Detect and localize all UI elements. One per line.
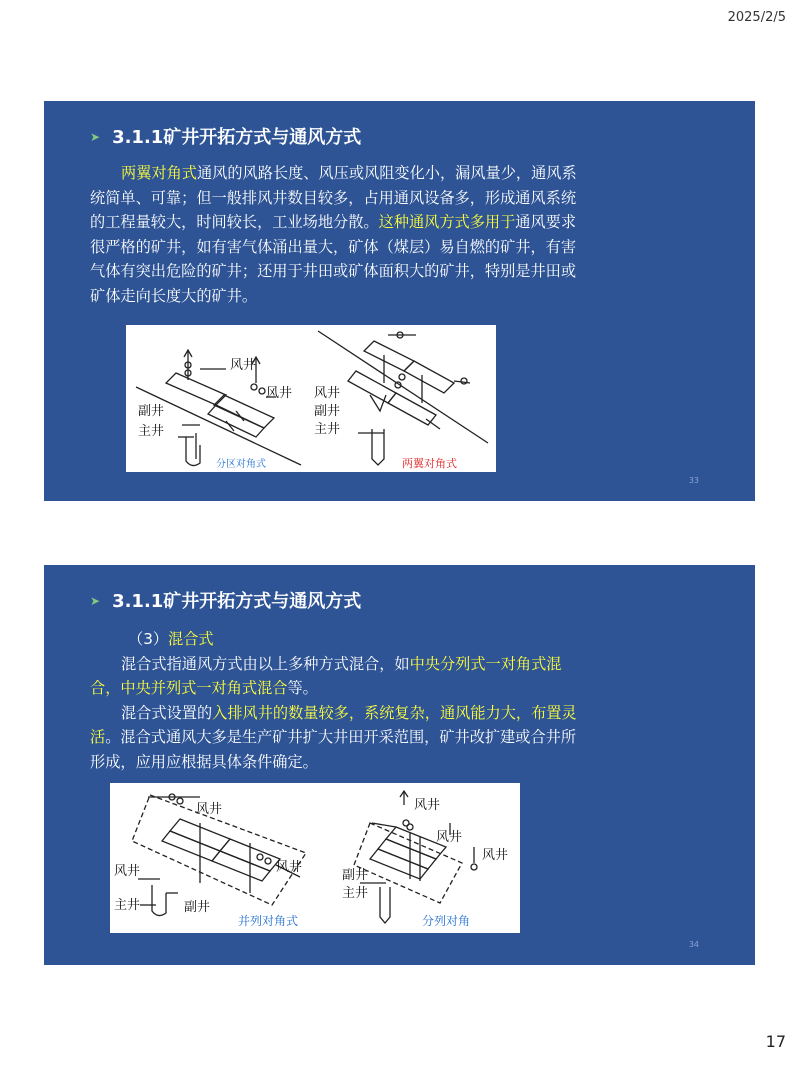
ventilation-diagram-figure bbox=[126, 325, 496, 472]
body-text: 混合式指通风方式由以上多种方式混合，如 bbox=[121, 654, 410, 673]
diagram-label: 风井 bbox=[314, 385, 341, 400]
arrow-bullet-icon: ➤ bbox=[90, 130, 101, 144]
diagram-label: 风井 bbox=[230, 357, 257, 372]
diagram-label: 主井 bbox=[342, 885, 369, 900]
diagram-label: 副井 bbox=[314, 403, 341, 418]
paragraph bbox=[90, 652, 590, 701]
slide-number: 34 bbox=[688, 940, 699, 949]
arrow-bullet-icon: ➤ bbox=[90, 594, 101, 608]
paragraph bbox=[90, 701, 590, 775]
diagram-label: 风井 bbox=[266, 385, 293, 400]
slide-title bbox=[90, 587, 361, 613]
ventilation-diagram-figure bbox=[110, 783, 520, 933]
highlight-text: 混合式 bbox=[168, 630, 214, 648]
slide-title-text: 3.1.1矿井开拓方式与通风方式 bbox=[112, 591, 362, 612]
ventilation-diagram bbox=[110, 783, 520, 933]
body-text: 通风要求很严格的矿井，如有害气体涌出量大，矿体（煤层）易自燃的矿井，有害气体有突出危险的矿井；还用于井田或矿体面积大的矿井，特别是井田或矿体走向长度大的矿井。 bbox=[90, 213, 576, 305]
figure-caption-left: 分区对角式 bbox=[216, 459, 266, 470]
slide-title-text: 3.1.1矿井开拓方式与通风方式 bbox=[112, 127, 362, 148]
highlight-text: 中央分列式一对角式混合，中央并列式一对角式混合 bbox=[90, 654, 562, 697]
figure-caption-right: 分列对角 bbox=[422, 914, 471, 928]
figure-caption-left: 并列对角式 bbox=[238, 914, 299, 928]
paragraph bbox=[90, 161, 590, 308]
body-text: （3） bbox=[128, 630, 169, 648]
slide-body bbox=[90, 161, 590, 308]
body-text: 。混合式通风大多是生产矿井扩大井田开采范围，矿井改扩建或合井所形成，应用应根据具体条件确定。 bbox=[90, 728, 576, 771]
body-text: 混合式设置的 bbox=[121, 703, 213, 722]
highlight-text: 这种通风方式多用于 bbox=[378, 213, 516, 231]
diagram-label: 风井 bbox=[436, 829, 463, 844]
body-text: 等。 bbox=[287, 679, 318, 697]
diagram-label: 副井 bbox=[342, 867, 369, 882]
diagram-label: 风井 bbox=[414, 797, 441, 812]
highlight-text: 入排风井的数量较多，系统复杂，通风能力大，布置灵活 bbox=[90, 703, 577, 746]
page-number: 17 bbox=[765, 1032, 786, 1051]
slide-title bbox=[90, 123, 361, 149]
slide-33 bbox=[44, 101, 755, 501]
slide-34 bbox=[44, 565, 755, 965]
ventilation-diagram bbox=[126, 325, 496, 472]
slide-number: 33 bbox=[688, 476, 699, 485]
diagram-label: 风井 bbox=[276, 859, 303, 874]
page-date: 2025/2/5 bbox=[727, 10, 786, 25]
subheading bbox=[90, 627, 590, 652]
diagram-label: 主井 bbox=[314, 421, 341, 436]
diagram-label: 主井 bbox=[138, 423, 165, 438]
diagram-label: 风井 bbox=[482, 847, 509, 862]
slide-body bbox=[90, 627, 590, 774]
body-text: 通风的风路长度、风压或风阻变化小，漏风量少，通风系统简单、可靠；但一般排风井数目较多，占用通风设备多，形成通风系统的工程量较大，时间较长，工业场地分散。 bbox=[90, 164, 577, 231]
highlight-text: 两翼对角式 bbox=[121, 164, 197, 182]
diagram-label: 副井 bbox=[138, 403, 165, 418]
diagram-label: 副井 bbox=[184, 899, 211, 914]
diagram-label: 主井 bbox=[114, 897, 141, 912]
diagram-label: 风井 bbox=[114, 863, 141, 878]
diagram-label: 风井 bbox=[196, 801, 223, 816]
figure-caption-right: 两翼对角式 bbox=[402, 458, 457, 470]
